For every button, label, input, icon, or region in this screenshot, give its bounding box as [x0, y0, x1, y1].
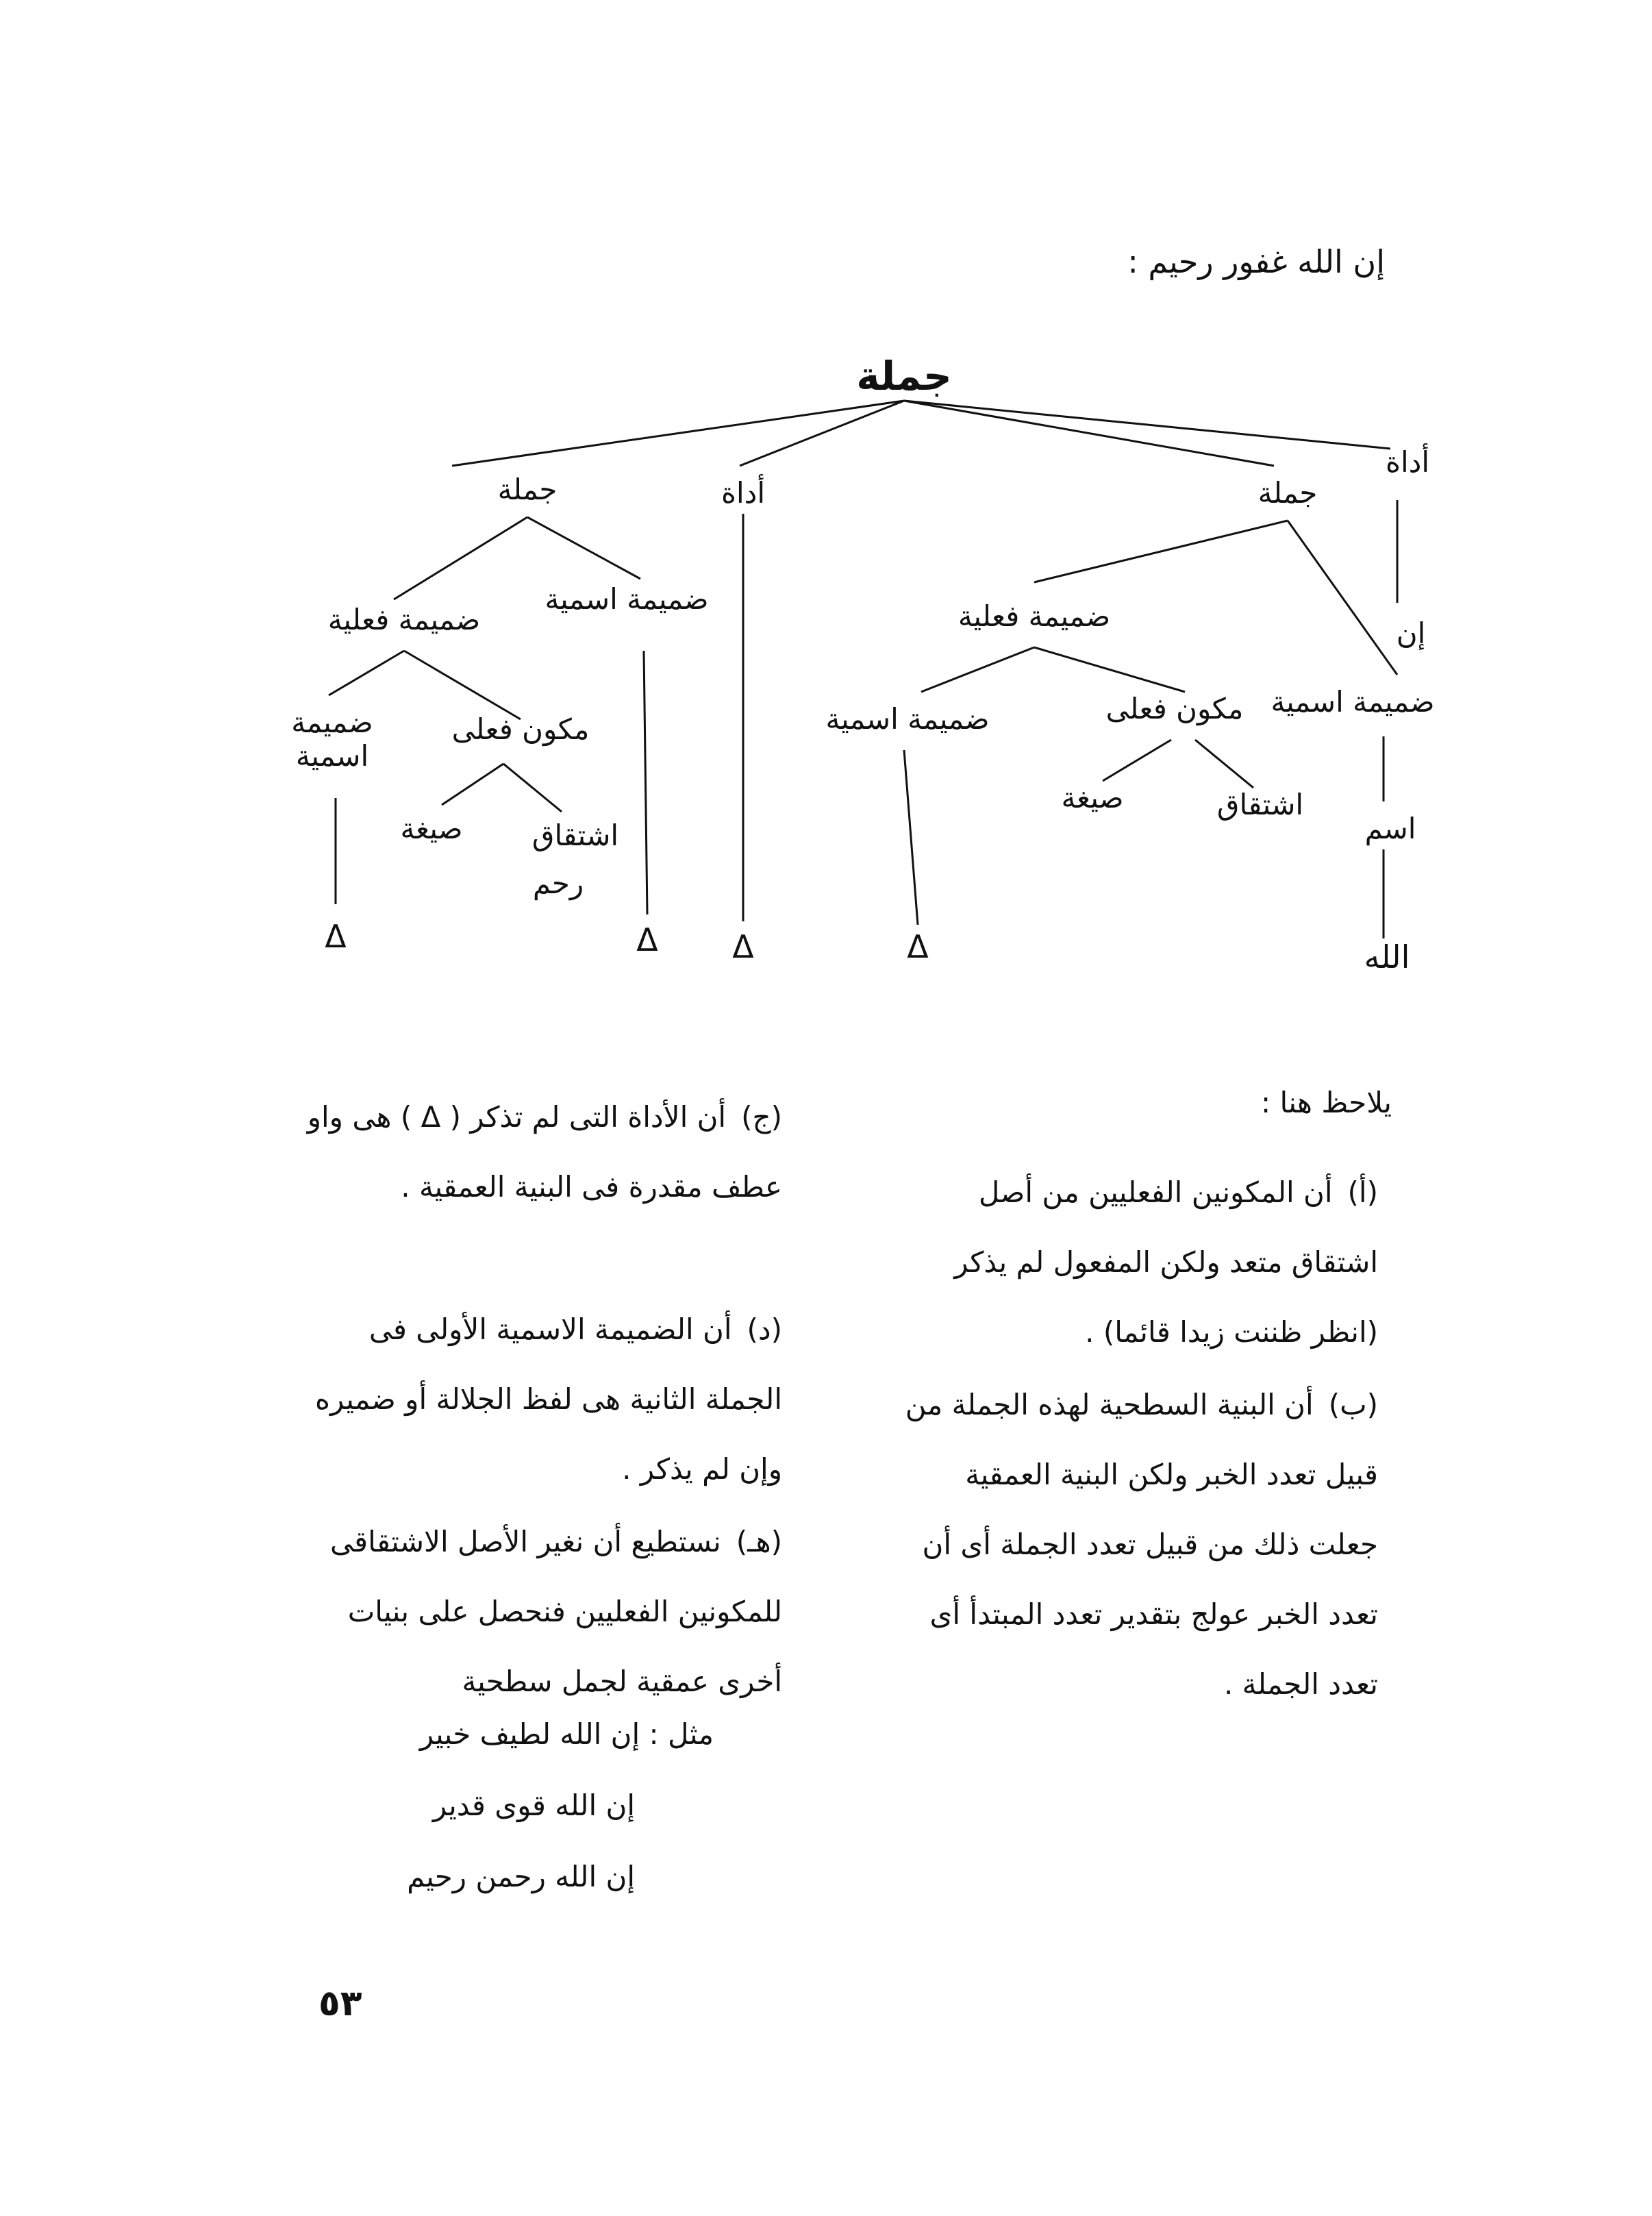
tree-leaf-delta: Δ — [732, 928, 754, 965]
note-text: أن الضميمة الاسمية الأولى فى الجملة الثانية هى لفظ الجلالة أو ضميره وإن لم يذكر . — [315, 1312, 782, 1486]
tree-edge — [394, 517, 527, 599]
page-heading: إن الله غفور رحيم : — [1127, 243, 1385, 280]
tree-edge — [1288, 521, 1397, 675]
tree-leaf-delta: Δ — [636, 921, 658, 958]
tree-edge — [527, 517, 640, 579]
tree-edge — [921, 647, 1034, 692]
example-line: إن الله رحمن رحيم — [407, 1860, 635, 1893]
note-d — [296, 1295, 782, 1504]
note-text: نستطيع أن نغير الأصل الاشتقاقى للمكونين الفعليين فنحصل على بنيات أخرى عمقية لجمل سطحية — [330, 1525, 782, 1698]
tree-node-adat-middle: أداة — [721, 476, 766, 510]
tree-node-dhamima-fi3liya-left: ضميمة فعلية — [327, 603, 481, 636]
tree-node-in: إن — [1396, 617, 1426, 650]
tree-edge — [904, 401, 1390, 449]
tree-node-dhamima-ismiya-right: ضميمة اسمية — [1271, 685, 1435, 719]
tree-leaf-delta: Δ — [907, 928, 929, 965]
tree-node-jumla-left: جملة — [497, 473, 558, 506]
tree-edge — [452, 401, 904, 466]
example-line: مثل : إن الله لطيف خبير — [419, 1717, 714, 1751]
tree-edge — [1195, 740, 1253, 788]
tree-node-mukawwin-fi3li-left: مكون فعلى — [451, 712, 590, 746]
example-line: إن الله قوى قدير — [432, 1789, 635, 1822]
tree-edge — [644, 651, 647, 914]
tree-leaf-delta: Δ — [325, 918, 347, 955]
page-number: ٥٣ — [318, 1983, 362, 2024]
tree-node-sigha-right: صيغة — [1061, 781, 1124, 814]
note-label: (هـ) — [736, 1525, 782, 1558]
tree-root-jumla: جملة — [856, 353, 952, 399]
tree-node-ism: اسم — [1364, 812, 1416, 845]
tree-node-sigha-left: صيغة — [400, 812, 463, 845]
tree-leaf-allah: الله — [1364, 938, 1410, 975]
tree-edge — [1034, 521, 1288, 582]
tree-edge — [1103, 740, 1171, 781]
note-label: (ب) — [1328, 1388, 1378, 1421]
tree-node-adat-right: أداة — [1385, 445, 1430, 479]
tree-edge — [329, 651, 404, 695]
note-label: (أ) — [1347, 1175, 1378, 1209]
tree-edge — [442, 764, 503, 805]
notes-intro: يلاحظ هنا : — [1260, 1086, 1392, 1119]
note-b — [899, 1370, 1378, 1719]
tree-edge — [904, 750, 918, 925]
tree-node-dhamima-ismiya-left-2: ضميمة اسمية — [291, 706, 373, 773]
note-label: (ج) — [741, 1100, 782, 1134]
tree-edge — [740, 401, 904, 466]
tree-edge — [1034, 647, 1185, 692]
note-j — [296, 1082, 782, 1222]
tree-node-ishtiqaq-left: اشتقاق — [531, 819, 619, 852]
tree-node-dhamima-ismiya-right-2: ضميمة اسمية — [825, 702, 990, 736]
syntax-tree-lines — [0, 0, 1652, 1000]
tree-edge — [904, 401, 1274, 466]
tree-node-ishtiqaq-right: اشتقاق — [1216, 788, 1304, 821]
note-text: أن المكونين الفعليين من أصل اشتقاق متعد ولكن المفعول لم يذكر (انظر ظننت زيدا قائما) . — [954, 1175, 1378, 1349]
tree-edge — [404, 651, 521, 719]
note-text: أن الأداة التى لم تذكر ( Δ ) هى واو عطف مقدرة فى البنية العمقية . — [307, 1100, 782, 1204]
note-label: (د) — [747, 1312, 782, 1346]
note-h — [296, 1507, 782, 1717]
tree-node-root-rhm: رحم — [532, 867, 584, 900]
tree-edge — [503, 764, 562, 812]
tree-node-dhamima-fi3liya-right: ضميمة فعلية — [958, 599, 1111, 633]
tree-node-mukawwin-fi3li-right: مكون فعلى — [1105, 692, 1244, 725]
tree-node-jumla-right: جملة — [1257, 476, 1318, 510]
note-text: أن البنية السطحية لهذه الجملة من قبيل تعدد الخبر ولكن البنية العمقية جعلت ذلك من قبيل تعدد الجملة أى أن تعدد الخبر عولج بتقدير تعدد المبتدأ أى تعدد الجملة . — [905, 1388, 1378, 1701]
note-a — [899, 1158, 1378, 1367]
tree-node-dhamima-ismiya-left: ضميمة اسمية — [545, 582, 709, 616]
